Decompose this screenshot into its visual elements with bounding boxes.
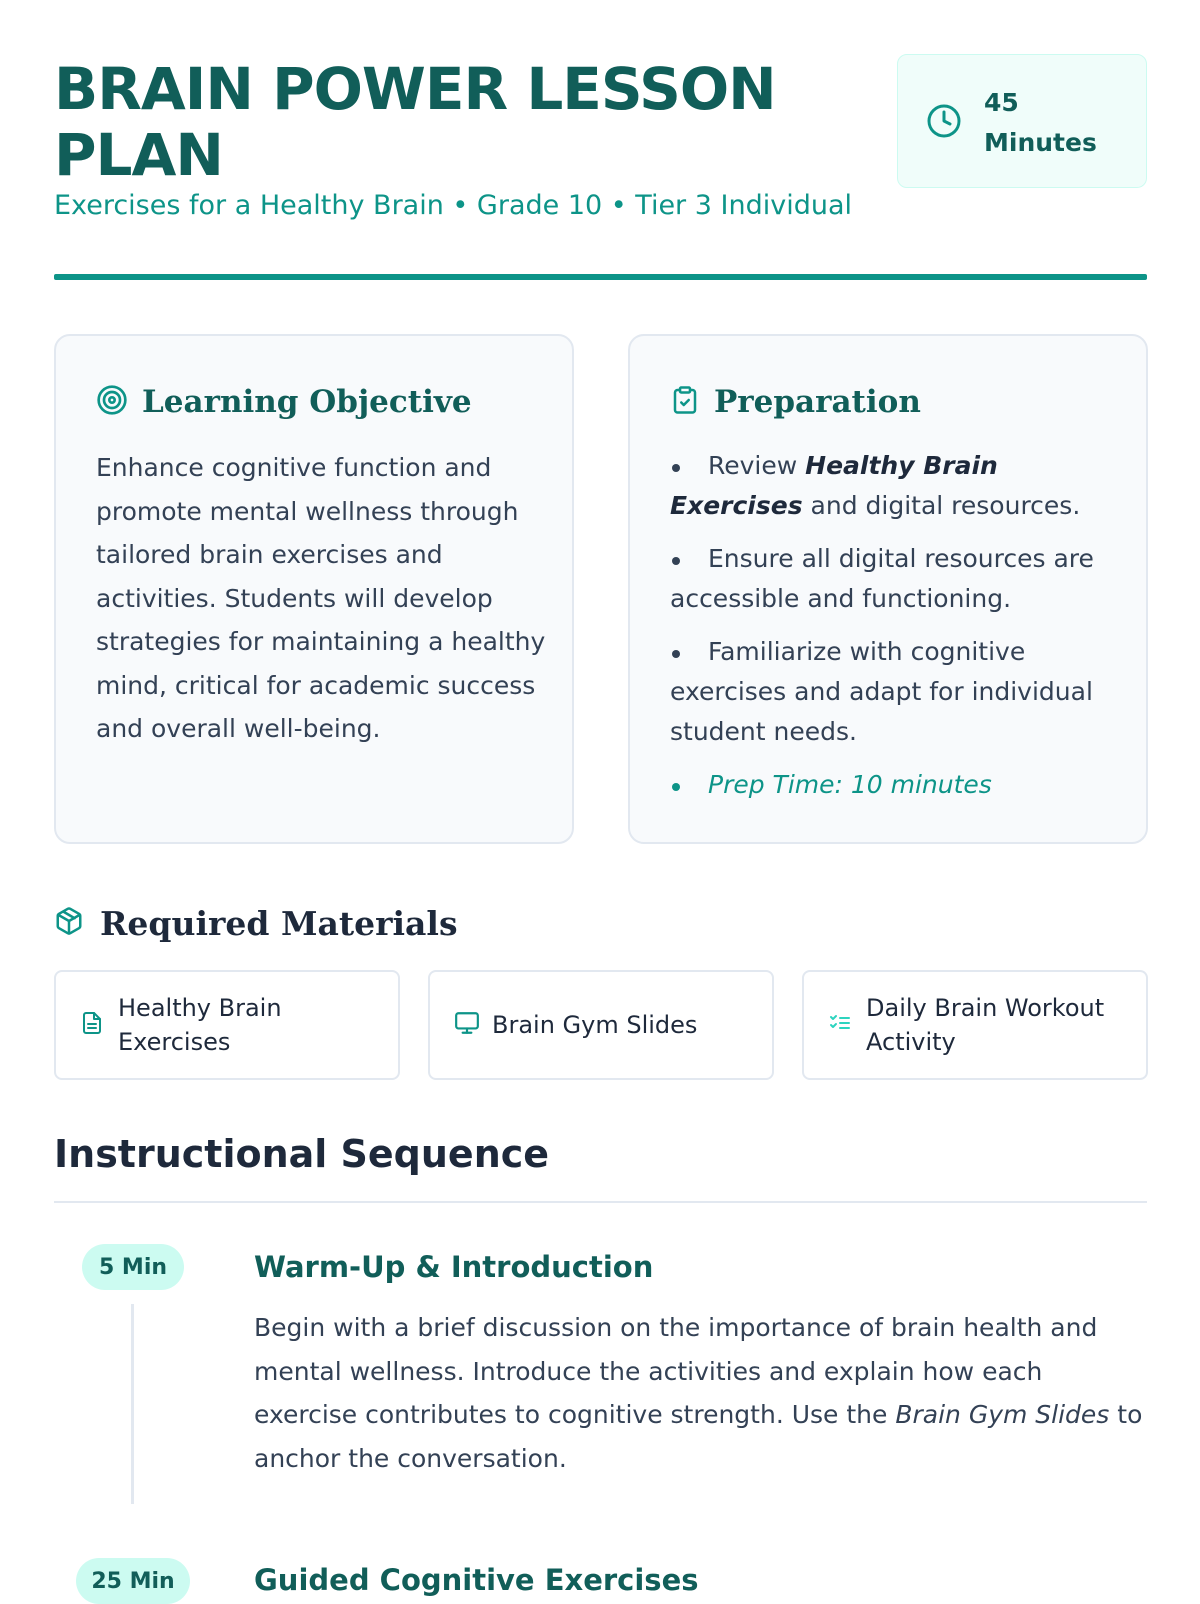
material-item[interactable] bbox=[428, 970, 774, 1080]
sequence-title: Instructional Sequence bbox=[54, 1132, 550, 1176]
preparation-card bbox=[628, 334, 1148, 844]
header bbox=[54, 52, 1147, 282]
monitor-icon bbox=[454, 1010, 478, 1040]
checklist-icon bbox=[828, 1011, 852, 1039]
objective-heading bbox=[96, 382, 472, 422]
clock-icon bbox=[926, 103, 962, 143]
preparation-list bbox=[670, 446, 1120, 818]
time-badge: 25 Min bbox=[76, 1558, 190, 1604]
target-icon bbox=[96, 384, 128, 420]
sequence-divider bbox=[54, 1201, 1147, 1203]
page-title: BRAIN POWER LESSON PLAN bbox=[54, 55, 776, 189]
step-description: Begin with a brief discussion on the importance of brain health and mental wellness. Introduce the activities and explain how each exercise contributes to cognitive strength. Use the Brain Gym Slides to anchor the conversation. bbox=[254, 1313, 1143, 1473]
time-badge: 5 Min bbox=[82, 1244, 184, 1290]
page-subtitle: Exercises for a Healthy Brain • Grade 10 • Tier 3 Individual bbox=[54, 190, 852, 221]
duration-text: 45 Minutes bbox=[984, 88, 1097, 157]
prep-time-item: Prep Time: 10 minutes bbox=[670, 765, 1120, 805]
header-divider bbox=[54, 274, 1147, 280]
clipboard-check-icon bbox=[670, 384, 700, 420]
preparation-heading bbox=[670, 382, 921, 422]
materials-heading bbox=[54, 902, 458, 944]
material-item[interactable] bbox=[802, 970, 1148, 1080]
step-title: Warm-Up & Introduction bbox=[254, 1250, 654, 1284]
materials-title: Required Materials bbox=[100, 903, 458, 943]
lesson-plan-page bbox=[54, 0, 1147, 1600]
duration-badge bbox=[897, 54, 1147, 188]
material-label: Daily Brain Workout Activity bbox=[866, 994, 1105, 1056]
objective-text: Enhance cognitive function and promote mental wellness through tailored brain exercises and activities. Students will develop strategies for maintaining a healthy mind, critical for academic success and overall well-being. bbox=[96, 453, 546, 743]
timeline-line bbox=[131, 1304, 134, 1504]
objective-title: Learning Objective bbox=[142, 384, 472, 420]
package-icon bbox=[54, 906, 84, 940]
material-item[interactable] bbox=[54, 970, 400, 1080]
list-item: Ensure all digital resources are accessible and functioning. bbox=[670, 539, 1120, 619]
material-label: Brain Gym Slides bbox=[492, 1011, 698, 1039]
document-icon bbox=[80, 1010, 104, 1040]
preparation-title: Preparation bbox=[714, 384, 921, 420]
objective-card bbox=[54, 334, 574, 844]
material-label: Healthy Brain Exercises bbox=[118, 994, 282, 1056]
list-item: Review Healthy Brain Exercises and digital resources. bbox=[670, 446, 1120, 526]
list-item: Familiarize with cognitive exercises and adapt for individual student needs. bbox=[670, 632, 1120, 752]
step-title: Guided Cognitive Exercises bbox=[254, 1563, 699, 1597]
